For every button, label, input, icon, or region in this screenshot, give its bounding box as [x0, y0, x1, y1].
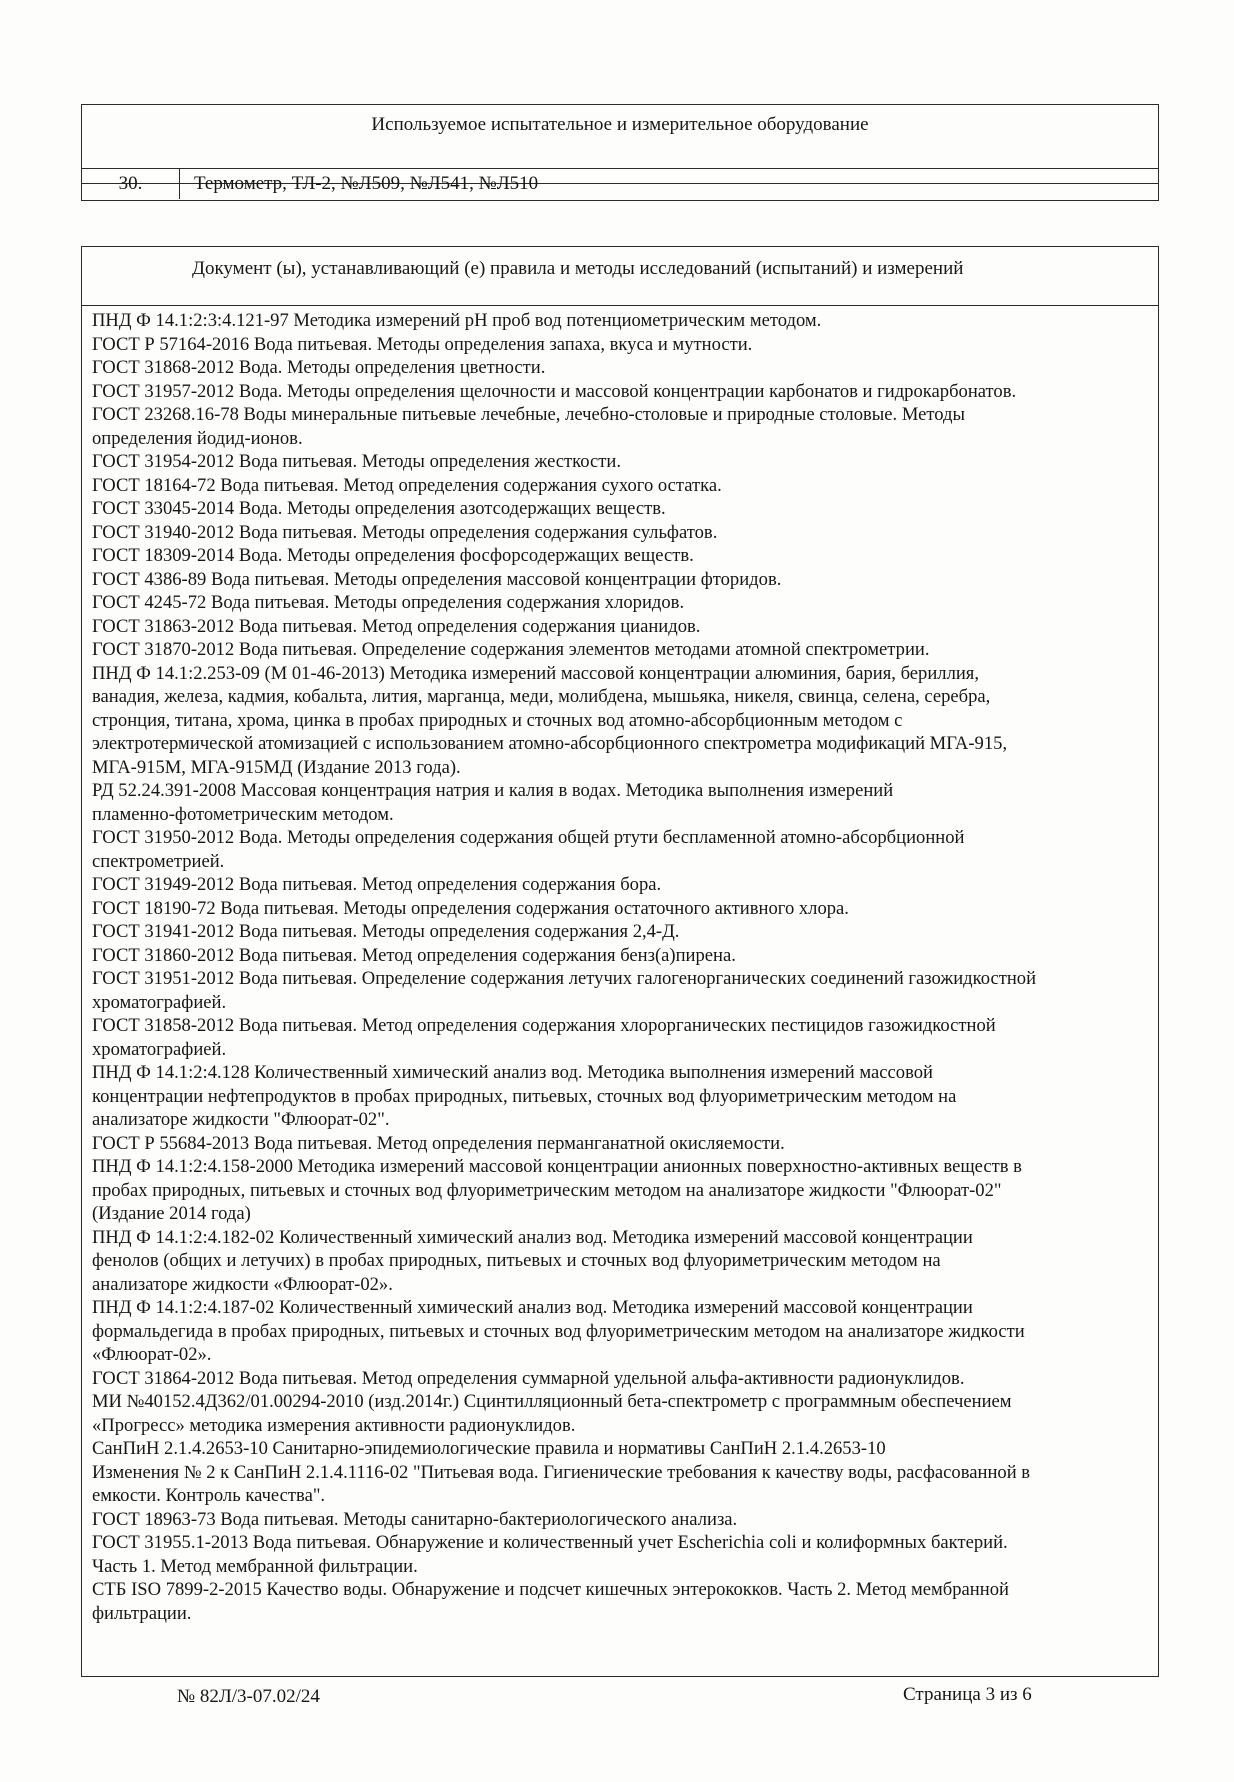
- method-line: МИ №40152.4Д362/01.00294-2010 (изд.2014г.) Сцинтилляционный бета-спектрометр с программным обеспечением: [92, 1391, 1012, 1412]
- method-line: фильтрации.: [92, 1602, 192, 1624]
- method-line: пламенно-фотометрическим методом.: [92, 803, 394, 825]
- method-line: спектрометрией.: [92, 850, 225, 872]
- method-line: электротермической атомизацией с использованием атомно-абсорбционного спектрометра модификаций МГА-915,: [92, 733, 1008, 754]
- method-line: ГОСТ 31957-2012 Вода. Методы определения щелочности и массовой концентрации карбонатов и гидрокарбонатов.: [92, 380, 1017, 402]
- method-line: ГОСТ Р 57164-2016 Вода питьевая. Методы определения запаха, вкуса и мутности.: [92, 333, 753, 355]
- page-number: Страница 3 из 6: [903, 1684, 1032, 1705]
- method-line: ГОСТ Р 55684-2013 Вода питьевая. Метод определения перманганатной окисляемости.: [92, 1132, 785, 1154]
- method-line: ГОСТ 4245-72 Вода питьевая. Методы определения содержания хлоридов.: [92, 592, 685, 613]
- method-line: СанПиН 2.1.4.2653-10 Санитарно-эпидемиологические правила и нормативы СанПиН 2.1.4.2653-10: [92, 1438, 886, 1459]
- method-line: ГОСТ 31864-2012 Вода питьевая. Метод определения суммарной удельной альфа-активности радионуклидов.: [92, 1367, 965, 1389]
- method-line: пробах природных, питьевых и сточных вод флуориметрическим методом на анализаторе жидкости "Флюорат-02": [92, 1179, 1002, 1201]
- method-line: анализаторе жидкости "Флюорат-02".: [92, 1109, 390, 1130]
- method-line: хроматографией.: [92, 1038, 227, 1060]
- method-line: ГОСТ 31941-2012 Вода питьевая. Методы определения содержания 2,4-Д.: [92, 921, 680, 942]
- method-line: хроматографией.: [92, 991, 227, 1013]
- method-line: «Флюорат-02».: [92, 1344, 212, 1365]
- method-line: ГОСТ 18190-72 Вода питьевая. Методы определения содержания остаточного активного хлора.: [92, 897, 849, 919]
- method-line: ПНД Ф 14.1:2:4.187-02 Количественный химический анализ вод. Методика измерений массовой концентрации: [92, 1297, 973, 1318]
- method-line: ванадия, железа, кадмия, кобальта, лития, марганца, меди, молибдена, мышьяка, никеля, свинца, селена, серебра,: [92, 686, 991, 707]
- method-line: фенолов (общих и летучих) в пробах природных, питьевых и сточных вод флуориметрическим методом на: [92, 1250, 941, 1271]
- methods-list: [92, 309, 1154, 1625]
- method-line: ГОСТ 31870-2012 Вода питьевая. Определение содержания элементов методами атомной спектрометрии.: [92, 639, 930, 660]
- method-line: Изменения № 2 к СанПиН 2.1.4.1116-02 "Питьевая вода. Гигиенические требования к качеству воды, расфасованной в: [92, 1461, 1031, 1483]
- methods-table-header: Документ (ы), устанавливающий (е) правила и методы исследований (испытаний) и измерений: [82, 247, 1158, 306]
- method-line: ГОСТ 31863-2012 Вода питьевая. Метод определения содержания цианидов.: [92, 615, 701, 637]
- equipment-table: [81, 104, 1159, 201]
- method-line: концентрации нефтепродуктов в пробах природных, питьевых, сточных вод флуориметрическим методом на: [92, 1085, 957, 1107]
- method-line: ГОСТ 31949-2012 Вода питьевая. Метод определения содержания бора.: [92, 874, 662, 895]
- method-line: Часть 1. Метод мембранной фильтрации.: [92, 1555, 418, 1577]
- equipment-row-number: 30.: [82, 169, 180, 199]
- method-line: ПНД Ф 14.1:2:4.158-2000 Методика измерений массовой концентрации анионных поверхностно-активных веществ в: [92, 1156, 1022, 1177]
- method-line: ГОСТ 4386-89 Вода питьевая. Методы определения массовой концентрации фторидов.: [92, 568, 782, 590]
- method-line: ГОСТ 31858-2012 Вода питьевая. Метод определения содержания хлорорганических пестицидов газожидкостной: [92, 1015, 996, 1036]
- method-line: МГА-915М, МГА-915МД (Издание 2013 года).: [92, 756, 461, 778]
- method-line: ГОСТ 31954-2012 Вода питьевая. Методы определения жесткости.: [92, 451, 621, 472]
- method-line: ГОСТ 18309-2014 Вода. Методы определения фосфорсодержащих веществ.: [92, 545, 694, 566]
- method-line: ПНД Ф 14.1:2.253-09 (М 01-46-2013) Методика измерений массовой концентрации алюминия, бария, бериллия,: [92, 662, 979, 684]
- method-line: определения йодид-ионов.: [92, 427, 303, 449]
- method-line: РД 52.24.391-2008 Массовая концентрация натрия и калия в водах. Методика выполнения измерений: [92, 780, 894, 801]
- equipment-row-text: Термометр, ТЛ-2, №Л509, №Л541, №Л510: [194, 173, 539, 194]
- method-line: СТБ ISO 7899-2-2015 Качество воды. Обнаружение и подсчет кишечных энтерококков. Часть 2. Метод мембранной: [92, 1579, 1009, 1600]
- methods-table: [81, 246, 1159, 1677]
- method-line: ГОСТ 33045-2014 Вода. Методы определения азотсодержащих веществ.: [92, 498, 666, 519]
- method-line: (Издание 2014 года): [92, 1203, 251, 1224]
- equipment-row: [82, 169, 1158, 194]
- method-line: ГОСТ 31950-2012 Вода. Методы определения содержания общей ртути беспламенной атомно-абсорбционной: [92, 827, 965, 848]
- method-line: емкости. Контроль качества".: [92, 1485, 326, 1506]
- method-line: стронция, титана, хрома, цинка в пробах природных и сточных вод атомно-абсорбционным методом с: [92, 709, 903, 731]
- document-number: № 82Л/3-07.02/24: [177, 1686, 320, 1707]
- method-line: ГОСТ 23268.16-78 Воды минеральные питьевые лечебные, лечебно-столовые и природные столовые. Методы: [92, 404, 965, 425]
- method-line: ГОСТ 18164-72 Вода питьевая. Метод определения содержания сухого остатка.: [92, 474, 722, 496]
- method-line: ГОСТ 31955.1-2013 Вода питьевая. Обнаружение и количественный учет Escherichia coli и колиформных бактерий.: [92, 1532, 1008, 1553]
- method-line: ПНД Ф 14.1:2:4.128 Количественный химический анализ вод. Методика выполнения измерений массовой: [92, 1062, 933, 1083]
- method-line: ГОСТ 31951-2012 Вода питьевая. Определение содержания летучих галогенорганических соединений газожидкостной: [92, 968, 1037, 989]
- method-line: ГОСТ 31860-2012 Вода питьевая. Метод определения содержания бенз(а)пирена.: [92, 944, 736, 966]
- method-line: анализаторе жидкости «Флюорат-02».: [92, 1273, 393, 1295]
- method-line: ГОСТ 18963-73 Вода питьевая. Методы санитарно-бактериологического анализа.: [92, 1508, 738, 1530]
- method-line: ПНД Ф 14.1:2:4.182-02 Количественный химический анализ вод. Методика измерений массовой концентрации: [92, 1226, 973, 1248]
- method-line: ГОСТ 31940-2012 Вода питьевая. Методы определения содержания сульфатов.: [92, 521, 718, 543]
- method-line: ГОСТ 31868-2012 Вода. Методы определения цветности.: [92, 357, 546, 378]
- equipment-table-header: Используемое испытательное и измерительное оборудование: [82, 105, 1158, 169]
- method-line: ПНД Ф 14.1:2:3:4.121-97 Методика измерений рН проб вод потенциометрическим методом.: [92, 310, 822, 331]
- method-line: формальдегида в пробах природных, питьевых и сточных вод флуориметрическим методом на анализаторе жидкости: [92, 1320, 1025, 1342]
- method-line: «Прогресс» методика измерения активности радионуклидов.: [92, 1414, 576, 1436]
